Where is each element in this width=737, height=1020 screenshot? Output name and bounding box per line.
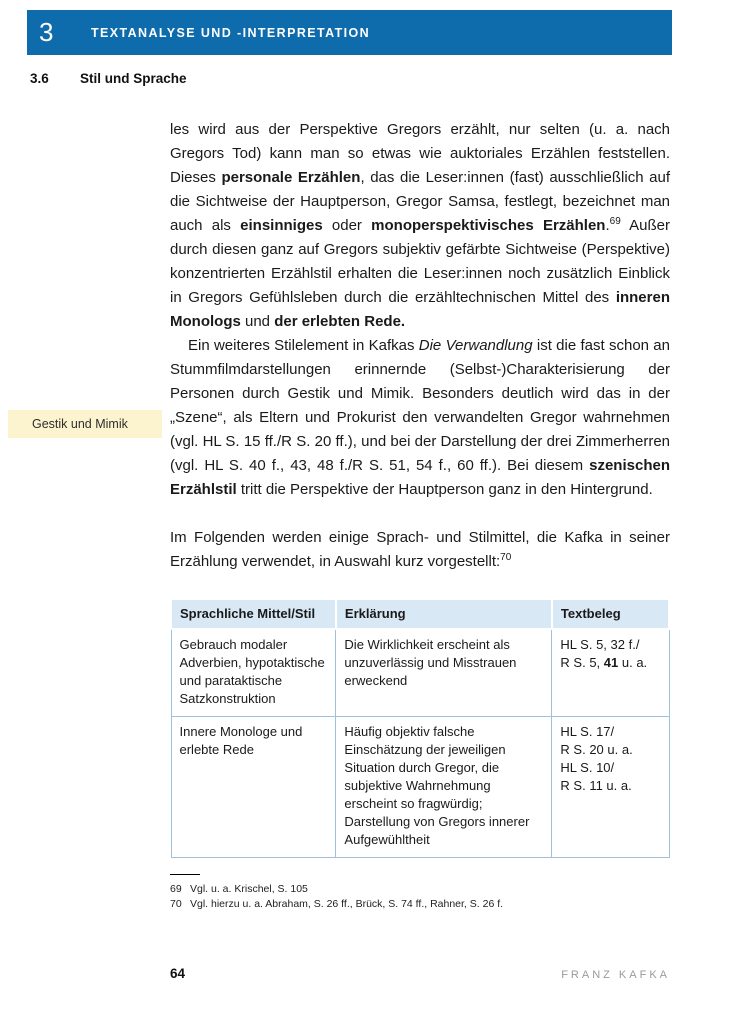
table-row — [171, 717, 669, 858]
page-footer — [170, 966, 670, 981]
footnote-text: Vgl. u. a. Krischel, S. 105 — [190, 883, 308, 895]
margin-note: Gestik und Mimik — [8, 410, 162, 438]
body-paragraph-1: les wird aus der Perspektive Gregors erzählt, nur selten (u. a. nach Gregors Tod) kann man so etwas wie auktoriales Erzählen feststellen. Dieses personale Erzählen, das die Leser:innen (fast) ausschließlich auf die Sichtweise der Hauptperson, Gregor Samsa, festlegt, bezeichnet man auch als einsinniges oder monoperspektivisches Erzählen.$^{69}$ Außer durch diesen ganz auf Gregors subjektiv gefärbte Sichtweise (Perspektive) konzentrierten Erzählstil erhalten die Leser:innen noch zusätzlich Einblick in Gregors Gefühlsleben durch die erzähltechnischen Mittel des inneren Monologs und der erlebten Rede. — [170, 121, 671, 330]
footnote — [170, 897, 670, 912]
section-number: 3.6 — [30, 71, 49, 86]
page-body — [170, 118, 670, 911]
chapter-number: 3 — [39, 17, 54, 47]
footnote-text: Vgl. hierzu u. a. Abraham, S. 26 ff., Brück, S. 74 ff., Rahner, S. 26 f. — [190, 897, 504, 910]
footnote-number: 69 — [170, 883, 182, 895]
table-header-row — [171, 599, 669, 629]
chapter-header-bar — [27, 10, 672, 55]
body-paragraph-3: Im Folgenden werden einige Sprach- und Stilmittel, die Kafka in seiner Erzählung verwendet, in Auswahl kurz vorgestellt:$^{70}$ — [170, 529, 670, 570]
table-header-mittel: Sprachliche Mittel/Stil — [171, 599, 336, 629]
table-cell-textbeleg: HL S. 17/ R S. 20 u. a. HL S. 10/ R S. 11 u. a. — [552, 717, 669, 858]
page-number: 64 — [170, 966, 186, 981]
table-cell-mittel: Innere Monologe und erlebte Rede — [171, 717, 336, 858]
footnote — [170, 882, 670, 897]
table-row — [171, 629, 669, 717]
table-header-erklaerung: Erklärung — [336, 599, 552, 629]
section-title: Stil und Sprache — [80, 71, 187, 86]
footnote-number: 70 — [170, 897, 182, 910]
style-devices-table — [170, 598, 670, 858]
table-cell-erklaerung: Die Wirklichkeit erscheint als unzuverlässig und Misstrauen erweckend — [336, 629, 552, 717]
table-cell-textbeleg: HL S. 5, 32 f./ R S. 5, 41 u. a. — [552, 629, 669, 717]
footnote-divider — [170, 874, 200, 875]
chapter-title: TEXTANALYSE UND -INTERPRETATION — [91, 25, 371, 40]
table-cell-mittel: Gebrauch modaler Adverbien, hypotaktische und parataktische Satzkonstruktion — [171, 629, 336, 717]
body-paragraph-2: Ein weiteres Stilelement in Kafkas Die Verwandlung ist die fast schon an Stummfilmdarstellungen erinnernde (Selbst-)Charakterisierung der Personen durch Gestik und Mimik. Besonders deutlich wird das in der „Szene“, als Eltern und Prokurist den verwandelten Gregor wahrnehmen (vgl. HL S. 15 ff./R S. 20 ff.), und bei der Darstellung der drei Zimmerherren (vgl. HL S. 40 f., 43, 48 f./R S. 51, 54 f., 60 ff.). Bei diesem szenischen Erzählstil tritt die Perspektive der Hauptperson ganz in den Hintergrund. — [170, 337, 670, 498]
book-title-footer: FRANZ KAFKA — [561, 969, 670, 981]
table-cell-erklaerung: Häufig objektiv falsche Einschätzung der jeweiligen Situation durch Gregor, die subjektive Wahrnehmung erscheint so fragwürdig; Darstellung von Gregors innerer Aufgewühltheit — [336, 717, 552, 858]
section-heading — [30, 71, 670, 86]
table-header-textbeleg: Textbeleg — [552, 599, 669, 629]
footnotes-block — [170, 882, 670, 911]
